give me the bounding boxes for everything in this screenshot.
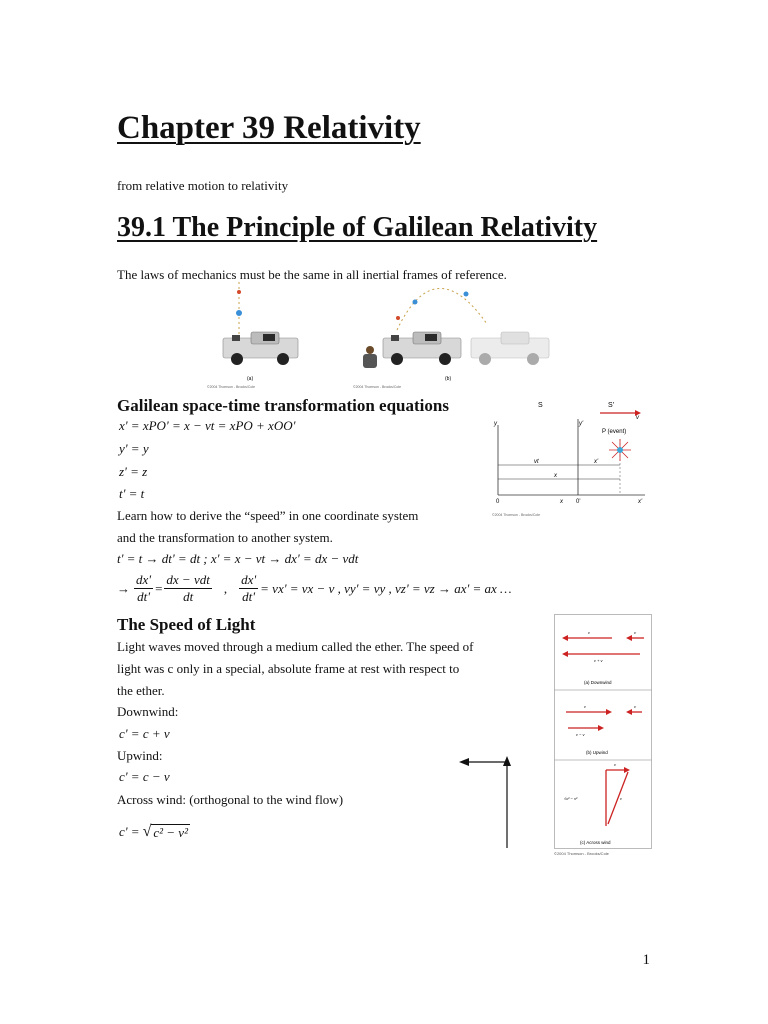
fraction-numerator: dx' <box>241 572 257 587</box>
truck-label-b: (b) <box>445 376 452 382</box>
vt-label: vt <box>534 459 539 465</box>
eq-x-transform: x' = xPO' = x − vt = xPO + xOO' <box>119 418 296 433</box>
ether-line-3: the ether. <box>117 683 165 698</box>
learn-line-1: Learn how to derive the “speed” in one coordinate system <box>117 508 419 523</box>
across-v-label: v <box>614 762 616 767</box>
y-prime-axis-label: y' <box>579 421 584 427</box>
upwind-equation: c' = c − v <box>119 769 170 784</box>
eq-t-transform: t' = t <box>119 486 145 501</box>
velocity-derivation: → $\frac{dx'}{dt'}$ = $\frac{\text{dx − vdt}}{dt}$ , $\frac{dx'}{dt'}$ = vx' = vx − v , vy' = vy , vz' = vz → ax' = ax … <box>117 572 512 604</box>
truck-panel-a <box>207 282 298 389</box>
derivation-line: t' = t → dt' = dt ; x' = x − vt → dx' = dx − vdt <box>117 551 359 566</box>
frame-s-prime-label: S' <box>608 402 615 409</box>
x-prime-axis-label: x' <box>638 499 643 505</box>
upwind-c-label: c <box>584 704 586 709</box>
frame-s-label: S <box>538 402 543 409</box>
velocity-transform-tail: = vx' = vx − v , vy' = vy , vz' = vz → ax' = ax … <box>260 580 512 596</box>
across-c-label: c <box>620 796 622 801</box>
across-sqrt-label: √c² − v² <box>564 796 578 801</box>
across-caption: (c) Across wind <box>580 840 611 845</box>
reference-frames-figure <box>490 395 650 520</box>
x-axis-label: x <box>560 499 563 505</box>
upwind-caption: (b) Upwind <box>586 750 608 755</box>
downwind-v-label: v <box>634 630 636 635</box>
section-title: 39.1 The Principle of Galilean Relativity <box>117 212 598 243</box>
arrow-icon: → <box>117 580 130 596</box>
galilean-heading: Galilean space-time transformation equations <box>117 396 449 415</box>
wind-figure <box>554 614 652 856</box>
upwind-v-label: v <box>634 704 636 709</box>
x-distance-label: x <box>554 473 557 479</box>
event-label: P (event) <box>602 429 627 435</box>
learn-line-2: and the transformation to another system. <box>117 530 333 545</box>
eq-z-transform: z' = z <box>119 464 148 479</box>
truck-figure <box>205 280 565 392</box>
downwind-label: Downwind: <box>117 704 179 719</box>
ether-line-2: light was c only in a special, absolute frame at rest with respect to <box>117 661 460 676</box>
downwind-caption: (a) Downwind <box>584 680 612 685</box>
fraction-numerator: dx − vdt <box>166 572 210 587</box>
eq-y-transform: y' = y <box>119 441 149 456</box>
truck-label-a: (a) <box>247 376 254 382</box>
speed-of-light-heading: The Speed of Light <box>117 615 256 634</box>
x-prime-distance-label: x' <box>594 459 599 465</box>
fraction-dx-vdt <box>164 572 211 605</box>
velocity-v-label: v <box>636 415 639 421</box>
fraction-denominator: dt' <box>242 589 256 604</box>
orthogonal-arrows-sketch <box>455 752 515 852</box>
fraction-dx-dt <box>134 572 153 605</box>
page-number: 1 <box>642 952 650 968</box>
upwind-label: Upwind: <box>117 748 163 763</box>
truck-panel-b <box>353 288 549 389</box>
fraction-denominator: dt' <box>137 589 150 604</box>
chapter-title: Chapter 39 Relativity <box>117 110 421 146</box>
origin-prime-label: 0' <box>576 499 581 505</box>
intro-text: The laws of mechanics must be the same in all inertial frames of reference. <box>117 267 507 282</box>
y-axis-label: y <box>494 421 497 427</box>
origin-label: 0 <box>496 499 500 505</box>
wind-figure-credit: ©2004 Thomson - Brooks/Cole <box>554 851 609 856</box>
downwind-c-label: c <box>588 630 590 635</box>
fraction-dx-dt-2 <box>239 572 258 605</box>
chapter-subtitle: from relative motion to relativity <box>117 178 289 193</box>
fraction-numerator: dx' <box>136 572 152 587</box>
upwind-diff-label: c − v <box>576 732 585 737</box>
downwind-equation: c' = c + v <box>119 726 170 741</box>
downwind-sum-label: c + v <box>594 658 603 663</box>
truck-credit-b: ©2004 Thomson - Brooks/Cole <box>353 385 402 389</box>
truck-credit-a: ©2004 Thomson - Brooks/Cole <box>207 385 256 389</box>
fraction-denominator: dt <box>183 589 194 604</box>
frame-figure-credit: ©2004 Thomson - Brooks/Cole <box>492 513 541 517</box>
sqrt-icon: √ <box>142 823 152 840</box>
across-wind-equation <box>119 823 190 841</box>
across-wind-label: Across wind: (orthogonal to the wind flow) <box>117 792 344 807</box>
across-eq-radicand: c² − v² <box>153 824 188 840</box>
across-eq-lhs: c' = <box>119 824 140 839</box>
ether-line-1: Light waves moved through a medium called the ether. The speed of <box>117 639 474 654</box>
